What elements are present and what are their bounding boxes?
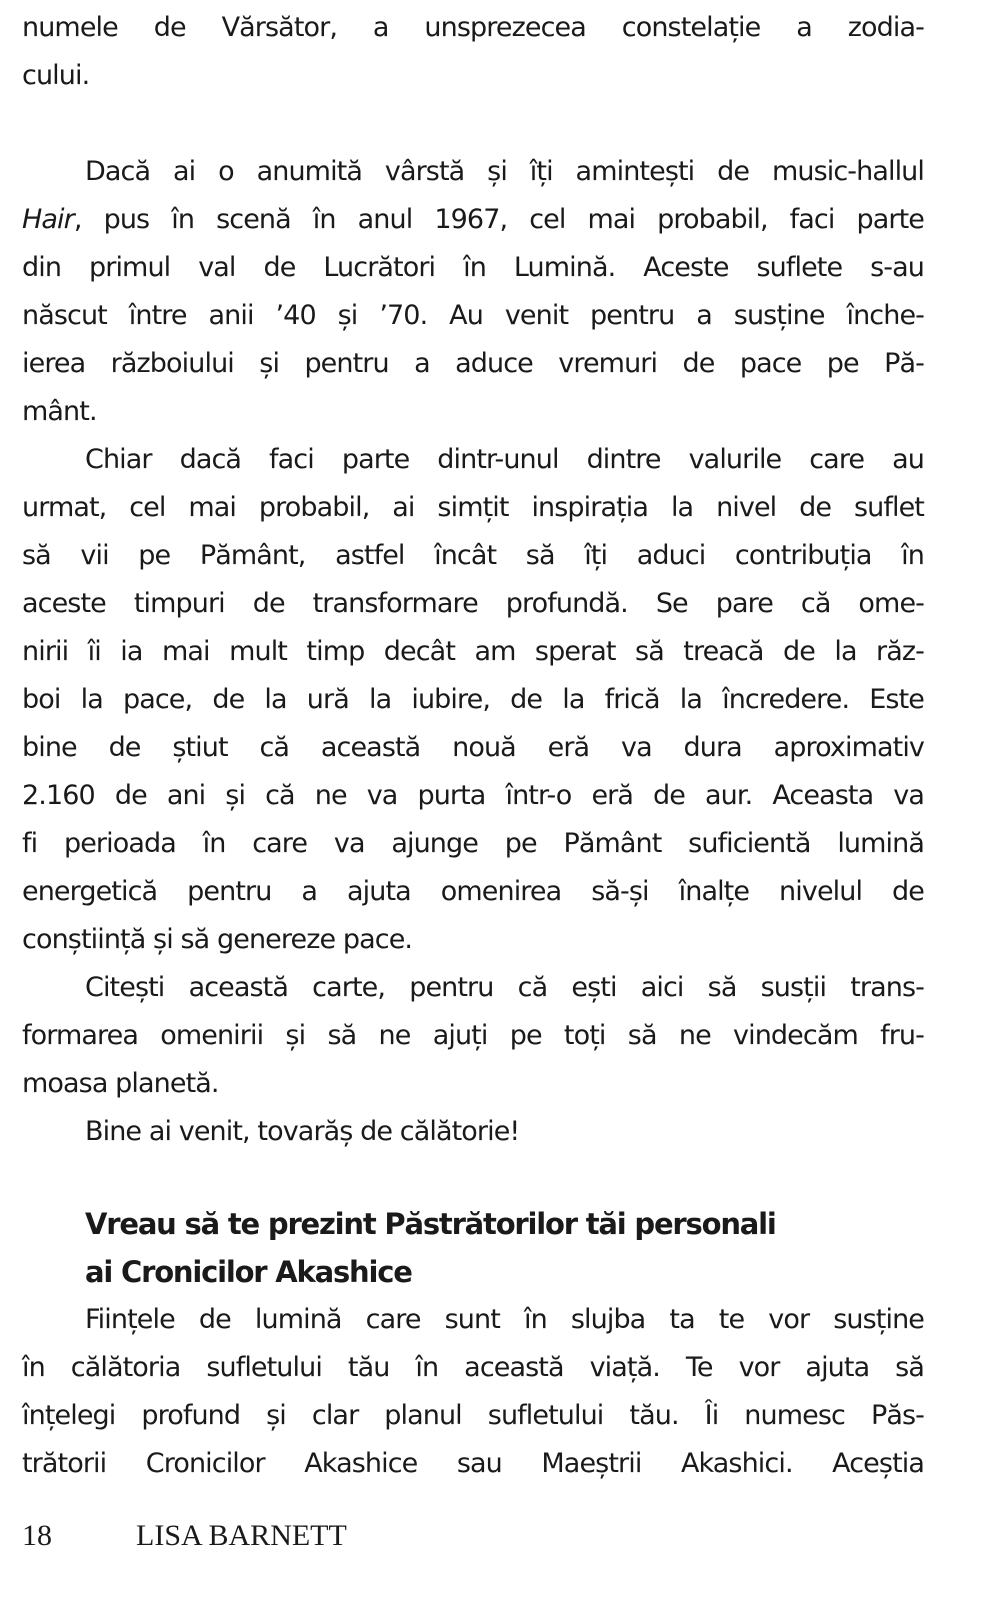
body-text-line: bine de știut că această nouă eră va dura aproximativ	[22, 732, 924, 763]
body-text-line: cului.	[22, 60, 90, 91]
paragraph-start-line: Chiar dacă faci parte dintr-unul dintre valurile care au	[85, 444, 924, 475]
body-text-line: nirii îi ia mai mult timp decât am sperat să treacă de la răz-	[22, 636, 924, 667]
body-text-line: numele de Vărsător, a unsprezecea constelație a zodia-	[22, 12, 924, 43]
paragraph-start-line: Ființele de lumină care sunt în slujba ta te vor susține	[85, 1304, 924, 1335]
greeting-line: Bine ai venit, tovarăș de călătorie!	[85, 1116, 520, 1147]
section-heading-line: Vreau să te prezint Păstrătorilor tăi personali	[85, 1207, 776, 1241]
paragraph-start-line: Dacă ai o anumită vârstă și îți amintești de music-hallul	[85, 156, 924, 187]
body-text-line: energetică pentru a ajuta omenirea să-și înalțe nivelul de	[22, 876, 924, 907]
body-text-line: moasa planetă.	[22, 1068, 219, 1099]
body-text-line: în călătoria sufletului tău în această viață. Te vor ajuta să	[22, 1352, 924, 1383]
running-footer-author: LISA BARNETT	[136, 1519, 347, 1552]
body-text-line: boi la pace, de la ură la iubire, de la frică la încredere. Este	[22, 684, 924, 715]
body-text-line: fi perioada în care va ajunge pe Pământ suficientă lumină	[22, 828, 924, 859]
body-text-line: mânt.	[22, 396, 97, 427]
italic-title: Hair	[22, 204, 74, 235]
body-text-line: formarea omenirii și să ne ajuți pe toți să ne vindecăm fru-	[22, 1020, 924, 1051]
body-text-line: înțelegi profund și clar planul sufletului tău. Îi numesc Păs-	[22, 1400, 924, 1431]
body-text-line: din primul val de Lucrători în Lumină. Aceste suflete s-au	[22, 252, 924, 283]
section-heading-line: ai Cronicilor Akashice	[85, 1255, 412, 1289]
body-text-line: 2.160 de ani și că ne va purta într-o eră de aur. Aceasta va	[22, 780, 924, 811]
body-text-line: trătorii Cronicilor Akashice sau Maeștrii Akashici. Aceștia	[22, 1448, 924, 1479]
body-text-line: aceste timpuri de transformare profundă. Se pare că ome-	[22, 588, 924, 619]
body-text-span: , pus în scenă în anul 1967, cel mai probabil, faci parte	[73, 204, 924, 235]
body-text-line: născut între anii ’40 și ’70. Au venit pentru a susține înche-	[22, 300, 924, 331]
page-number: 18	[22, 1519, 52, 1552]
body-text-line	[22, 196, 924, 244]
paragraph-start-line: Citești această carte, pentru că ești aici să susții trans-	[85, 972, 924, 1003]
body-text-line: conștiință și să genereze pace.	[22, 924, 413, 955]
body-text-line: urmat, cel mai probabil, ai simțit inspirația la nivel de suflet	[22, 492, 924, 523]
body-text-line: să vii pe Pământ, astfel încât să îți aduci contribuția în	[22, 540, 924, 571]
body-text-line: ierea războiului și pentru a aduce vremuri de pace pe Pă-	[22, 348, 924, 379]
